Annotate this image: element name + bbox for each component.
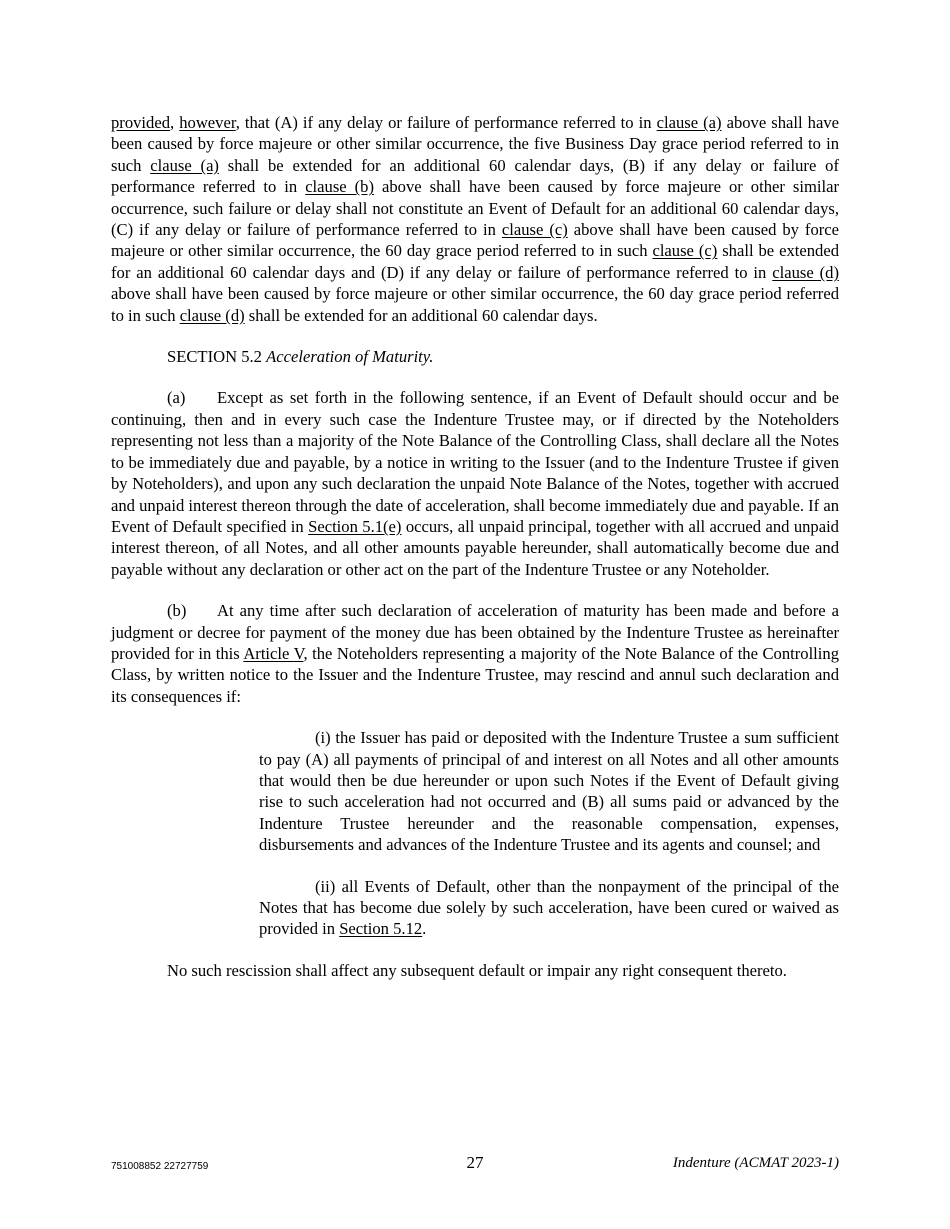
however-term: however [179, 113, 236, 132]
section-title: Acceleration of Maturity. [266, 347, 434, 367]
section-heading [111, 346, 839, 367]
clause-c-ref: clause (c) [501, 220, 568, 240]
clause-b-ref: clause (b) [305, 177, 375, 197]
subparagraph-i: (i) the Issuer has paid or deposited with the Indenture Trustee a sum sufficient to pay (A) all payments of principal of and interest on all Notes and all other amounts that would then be due hereunder or upon such Notes if the Event of Default giving rise to such acceleration had not occurred and (B) all sums paid or advanced by the Indenture Trustee hereunder and the reasonable compensation, expenses, disbursements and advances of the Indenture Trustee and its agents and counsel; and [259, 728, 839, 855]
section-5-1-e-ref: Section 5.1(e) [308, 516, 402, 536]
clause-d-ref: clause (d) [179, 305, 245, 325]
paragraph-b: (b) At any time after such declaration of acceleration of maturity has been made and before a judgment or decree for payment of the money due has been obtained by the Indenture Trustee as hereinafter provided for in this Article V, the Noteholders representing a majority of the Note Balance of the Controlling Class, by written notice to the Issuer and the Indenture Trustee, may rescind and annul such declaration and its consequences if: [111, 601, 839, 706]
paragraph-a: (a) Except as set forth in the following sentence, if an Event of Default should occur and be continuing, then and in every such case the Indenture Trustee may, or if directed by the Noteholders representing not less than a majority of the Note Balance of the Controlling Class, shall declare all the Notes to be immediately due and payable, by a notice in writing to the Issuer (and to the Indenture Trustee if given by Noteholders), and upon any such declaration the unpaid Note Balance of the Notes, together with accrued and unpaid interest thereon through the date of acceleration, shall become immediately due and payable. If an Event of Default specified in Section 5.1(e) occurs, all unpaid principal, together with all accrued and unpaid interest thereon, of all Notes, and all other amounts payable hereunder, shall automatically become due and payable without any declaration or other act on the part of the Indenture Trustee or any Noteholder. [111, 388, 839, 579]
provided-term: provided [111, 113, 170, 132]
page-footer [111, 1152, 839, 1176]
page-number: 27 [466, 1153, 484, 1172]
section-number: SECTION 5.2 [167, 347, 267, 367]
subparagraph-ii: (ii) all Events of Default, other than the nonpayment of the principal of the Notes that has become due solely by such acceleration, have been cured or waived as provided in Section 5.12. [259, 876, 839, 939]
body-text [111, 112, 839, 981]
paragraph-proviso: provided, however, that (A) if any delay or failure of performance referred to in clause (a) above shall have been caused by force majeure or other similar occurrence, the five Business Day grace period referred to in such clause (a) shall be extended for an additional 60 calendar days, (B) if any delay or failure of performance referred to in clause (b) above shall have been caused by force majeure or other similar occurrence, such failure or delay shall not constitute an Event of Default for an additional 60 calendar days, (C) if any delay or failure of performance referred to in clause (c) above shall have been caused by force majeure or other similar occurrence, the 60 day grace period referred to in such clause (c) shall be extended for an additional 60 calendar days and (D) if any delay or failure of performance referred to in clause (d) above shall have been caused by force majeure or other similar occurrence, the 60 day grace period referred to in such clause (d) shall be extended for an additional 60 calendar days. [111, 113, 840, 325]
clause-a-ref: clause (a) [150, 155, 219, 175]
section-5-12-ref: Section 5.12 [339, 919, 423, 939]
document-title: Indenture (ACMAT 2023-1) [672, 1155, 839, 1171]
paragraph-b-label: (b) [167, 601, 187, 621]
clause-c-ref: clause (c) [652, 241, 718, 261]
clause-d-ref: clause (d) [772, 262, 839, 282]
clause-a-ref: clause (a) [656, 113, 722, 132]
article-v-ref: Article V [243, 643, 304, 663]
document-id: 751008852 22727759 [111, 1161, 209, 1172]
paragraph-a-label: (a) [167, 388, 186, 408]
closing-paragraph: No such rescission shall affect any subsequent default or impair any right consequent thereto. [167, 960, 787, 980]
